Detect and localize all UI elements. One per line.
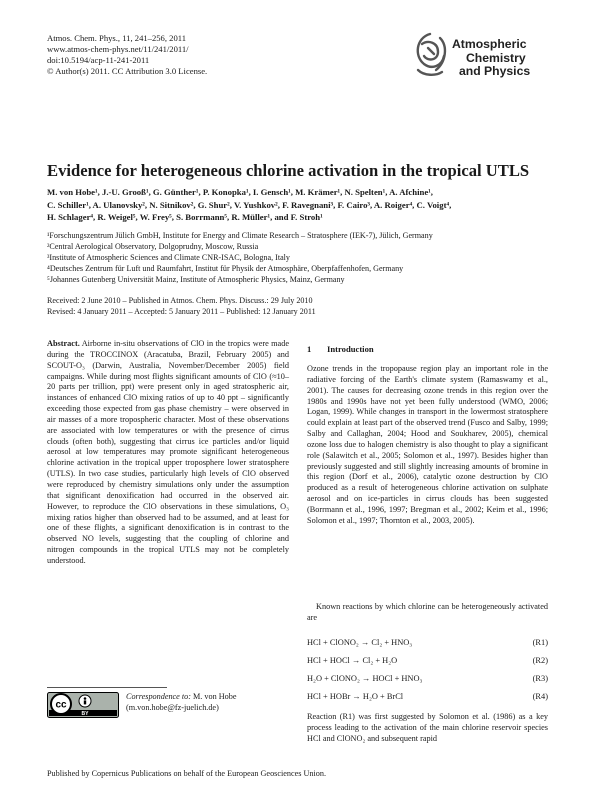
journal-citation: Atmos. Chem. Phys., 11, 241–256, 2011	[47, 33, 187, 43]
intro-paragraph-3: Reaction (R1) was first suggested by Solomon et al. (1986) as a key process leading to the activation of the main chlorine reservoir species HCl and ClONO₂ and subsequent rapid	[307, 712, 548, 743]
affiliation-2: ²Central Aerological Observatory, Dolgoprudny, Moscow, Russia	[47, 242, 259, 251]
reaction-r2	[307, 656, 548, 667]
author-line-1: M. von Hobe¹, J.-U. Grooß¹, G. Günther¹, P. Konopka¹, I. Gensch¹, M. Krämer¹, N. Spelten¹, A. Afchine¹,	[47, 187, 433, 197]
affiliation-3: ³Institute of Atmospheric Sciences and Climate CNR-ISAC, Bologna, Italy	[47, 253, 290, 262]
reaction-r4	[307, 692, 548, 703]
reaction-label: (R1)	[532, 638, 548, 647]
author-list	[47, 186, 547, 224]
section-title-text: Introduction	[327, 344, 374, 354]
doi[interactable]: doi:10.5194/acp-11-241-2011	[47, 55, 150, 65]
correspondence	[126, 691, 236, 713]
logo-line-2: Chemistry	[466, 50, 526, 65]
reaction-label: (R4)	[532, 692, 548, 701]
reaction-equation: HCl + ClONO₂ → Cl₂ + HNO₃	[307, 638, 413, 647]
cc-label: cc	[55, 699, 67, 711]
reaction-r3	[307, 674, 548, 685]
intro-paragraph-2: Known reactions by which chlorine can be heterogeneously activated are	[307, 602, 548, 622]
intro-paragraph-1: Ozone trends in the tropopause region play an important role in the radiative forcing of the Earth's climate system (Ramaswamy et al., 2001). The causes for decreasing ozone trends in this region over the 1980s and 1990s have not yet been fully understood (WMO, 2006; Logan, 1999). While changes in transport in the lowermost stratosphere could explain at least part of the observed trend (Fusco and Salby, 1999; Salby and Callaghan, 2004; Hood and Soukharev, 2005), chemical ozone loss due to halogen chemistry is also thought to play a significant role (Salawitch et al., 2005; Solomon et al., 1997). Besides higher than previously suggested and still slightly increasing amounts of bromine in this region (Dorf et al., 2006), catalytic ozone destruction by ClO produced as a result of heterogeneous chlorine activation on sulphate aerosol and on ice-particles in cirrus clouds has been suggested (Borrmann et al., 1996, 1997; Bregman et al., 2002; Keim et al., 1996; Solomon et al., 1997; Thornton et al., 2003, 2005).	[307, 364, 548, 525]
abstract-text: Airborne in-situ observations of ClO in the tropics were made during the TROCCINOX (Aracatuba, Brazil, February 2005) and SCOUT-O₃ (Darwin, Australia, November/December 2005) field campaigns. While during most flights significant amounts of ClO (≈10–20 parts per trillion, ppt) were present only in aged stratospheric air, instances of enhanced ClO mixing ratios of up to 40 ppt – significantly exceeding those expected from gas phase chemistry – were observed in air masses of a more tropospheric character. Most of these observations are associated with low temperatures or with the presence of cirrus clouds (often both), suggesting that cirrus ice particles and/or liquid aerosol at low temperatures may promote significant heterogeneous chlorine activation in the tropical upper troposphere lower stratosphere (UTLS). In two case studies, particularly high levels of ClO observed were reproduced by chemistry simulations only under the assumption that significant denoxification had occurred in the observed air. However, to reproduce the ClO observations in these simulations, O₃ mixing ratios higher than observed had to be assumed, and at least for one of these flights, a significant denoxification is in contrast to the observed NO levels, suggesting that the coupling of chlorine and nitrogen compounds in the tropical UTLS may not be completely understood.	[47, 339, 289, 565]
journal-url[interactable]: www.atmos-chem-phys.net/11/241/2011/	[47, 44, 189, 54]
reaction-r1	[307, 638, 548, 649]
author-line-2: C. Schiller¹, A. Ulanovsky², N. Sitnikov², G. Shur², V. Yushkov², F. Ravegnani³, F. Cairo³, A. Roiger⁴, C. Voigt⁴,	[47, 199, 452, 210]
reaction-equation: HCl + HOBr → H₂O + BrCl	[307, 692, 404, 701]
author-line-3: H. Schlager⁴, R. Weigel⁵, W. Frey⁵, S. Borrmann⁵, R. Müller¹, and F. Stroh¹	[47, 212, 323, 223]
reaction-equation: H₂O + ClONO₂ → HOCl + HNO₃	[307, 674, 423, 683]
correspondence-label: Correspondence to:	[126, 692, 191, 701]
logo-line-1: Atmospheric	[452, 37, 527, 51]
acp-swirl-logo-icon	[410, 30, 450, 80]
logo-line-3: and Physics	[459, 64, 531, 79]
abstract-label: Abstract.	[47, 339, 80, 348]
reaction-equation: HCl + HOCl → Cl₂ + H₂O	[307, 656, 398, 665]
correspondence-rule	[47, 687, 167, 688]
reaction-label: (R3)	[532, 674, 548, 683]
revised-date: Revised: 4 January 2011 – Accepted: 5 January 2011 – Published: 12 January 2011	[47, 307, 316, 316]
reaction-label: (R2)	[532, 656, 548, 665]
section-heading-introduction	[307, 344, 374, 354]
correspondence-email[interactable]: (m.von.hobe@fz-juelich.de)	[126, 703, 219, 712]
section-number: 1	[307, 344, 312, 354]
received-date: Received: 2 June 2010 – Published in Atmos. Chem. Phys. Discuss.: 29 July 2010	[47, 296, 313, 305]
correspondence-name: M. von Hobe	[193, 692, 237, 701]
publisher-footer: Published by Copernicus Publications on behalf of the European Geosciences Union.	[47, 769, 326, 778]
journal-logo-text	[452, 38, 552, 79]
affiliation-5: ⁵Johannes Gutenberg Universität Mainz, Institute of Atmospheric Physics, Mainz, Germany	[47, 275, 345, 284]
affiliation-1: ¹Forschungszentrum Jülich GmbH, Institute for Energy and Climate Research – Stratosphere (IEK-7), Jülich, Germany	[47, 231, 433, 240]
affiliation-4: ⁴Deutsches Zentrum für Luft und Raumfahrt, Institut für Physik der Atmosphäre, Oberpfaffenhofen, Germany	[47, 264, 404, 273]
paper-title: Evidence for heterogeneous chlorine activation in the tropical UTLS	[47, 161, 530, 180]
license: © Author(s) 2011. CC Attribution 3.0 License.	[47, 66, 208, 76]
cc-by-license-icon[interactable]	[47, 692, 119, 718]
abstract	[47, 339, 289, 567]
by-label: BY	[81, 711, 89, 718]
